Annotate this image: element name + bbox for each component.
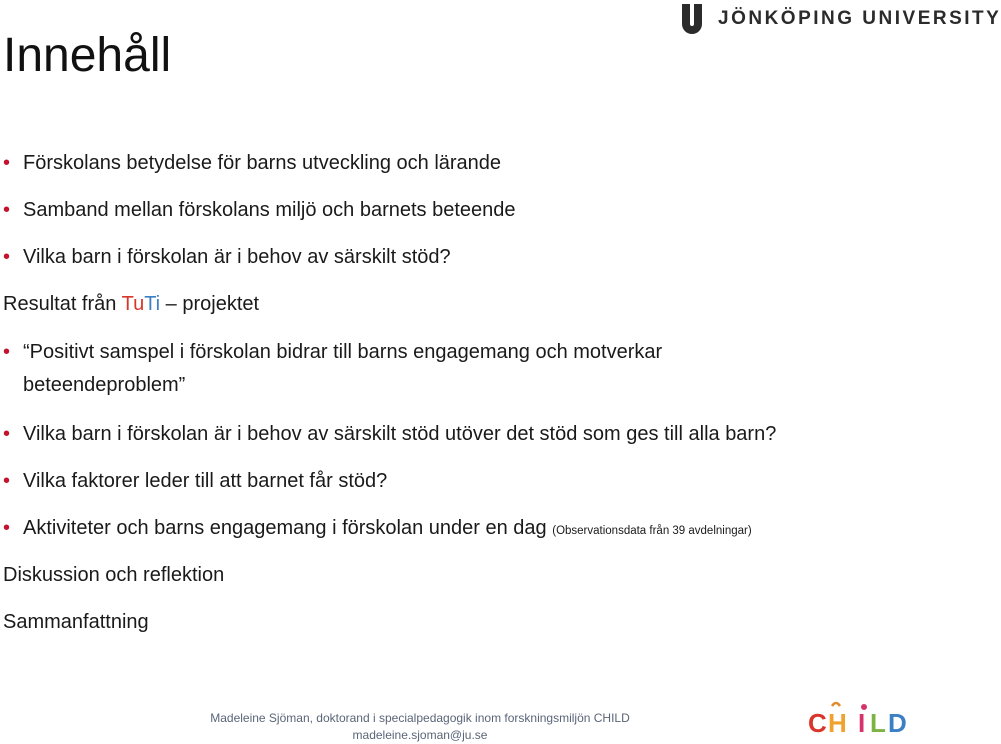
bullet-marker [3, 469, 10, 493]
bullet-marker [3, 198, 10, 222]
resultat-prefix: Resultat från [3, 293, 122, 315]
footer-author: Madeleine Sjöman, doktorand i specialpedagogik inom forskningsmiljön CHILD [210, 711, 630, 725]
child-logo-letter: L [870, 708, 886, 738]
university-name: JÖNKÖPING UNIVERSITY [718, 8, 1001, 29]
section-heading-resultat [3, 292, 259, 316]
child-logo-letter: D [888, 708, 907, 738]
footer-email: madeleine.sjoman@ju.se [352, 728, 488, 742]
bullet-marker [3, 516, 10, 540]
bullet-item: Vilka barn i förskolan är i behov av särskilt stöd? [23, 246, 451, 268]
bullet-marker [3, 422, 10, 446]
bullet-item: Vilka faktorer leder till att barnet får stöd? [23, 470, 388, 492]
bullet-item: Samband mellan förskolans miljö och barnets beteende [23, 199, 516, 221]
footer [180, 710, 660, 744]
bullet-item-continuation: beteendeproblem” [23, 374, 186, 396]
bullet-item [23, 516, 752, 543]
child-logo-letter: H [828, 708, 847, 738]
bullet-item: “Positivt samspel i förskolan bidrar till barns engagemang och motverkar [23, 341, 663, 363]
bullet-marker [3, 340, 10, 364]
bullet-marker [3, 151, 10, 175]
child-logo [806, 700, 916, 740]
tuti-tu: Tu [121, 293, 145, 315]
section-heading-sammanfattning: Sammanfattning [3, 611, 149, 633]
bullet-item: Förskolans betydelse för barns utveckling och lärande [23, 152, 502, 174]
child-logo-letter: I [858, 708, 866, 738]
university-emblem-icon [680, 2, 710, 36]
tuti-ti: Ti [144, 293, 161, 315]
bullet-item-text: Aktiviteter och barns engagemang i förskolan under en dag [23, 517, 547, 539]
bullet-item: Vilka barn i förskolan är i behov av särskilt stöd utöver det stöd som ges till alla barn? [23, 423, 777, 445]
slide-title: Innehåll [3, 29, 172, 82]
section-heading-diskussion: Diskussion och reflektion [3, 564, 225, 586]
resultat-suffix: – projektet [160, 293, 260, 315]
child-logo-letter: C [808, 708, 827, 738]
university-logo [678, 2, 1001, 36]
bullet-marker [3, 245, 10, 269]
bullet-item-note: (Observationsdata från 39 avdelningar) [552, 525, 752, 537]
